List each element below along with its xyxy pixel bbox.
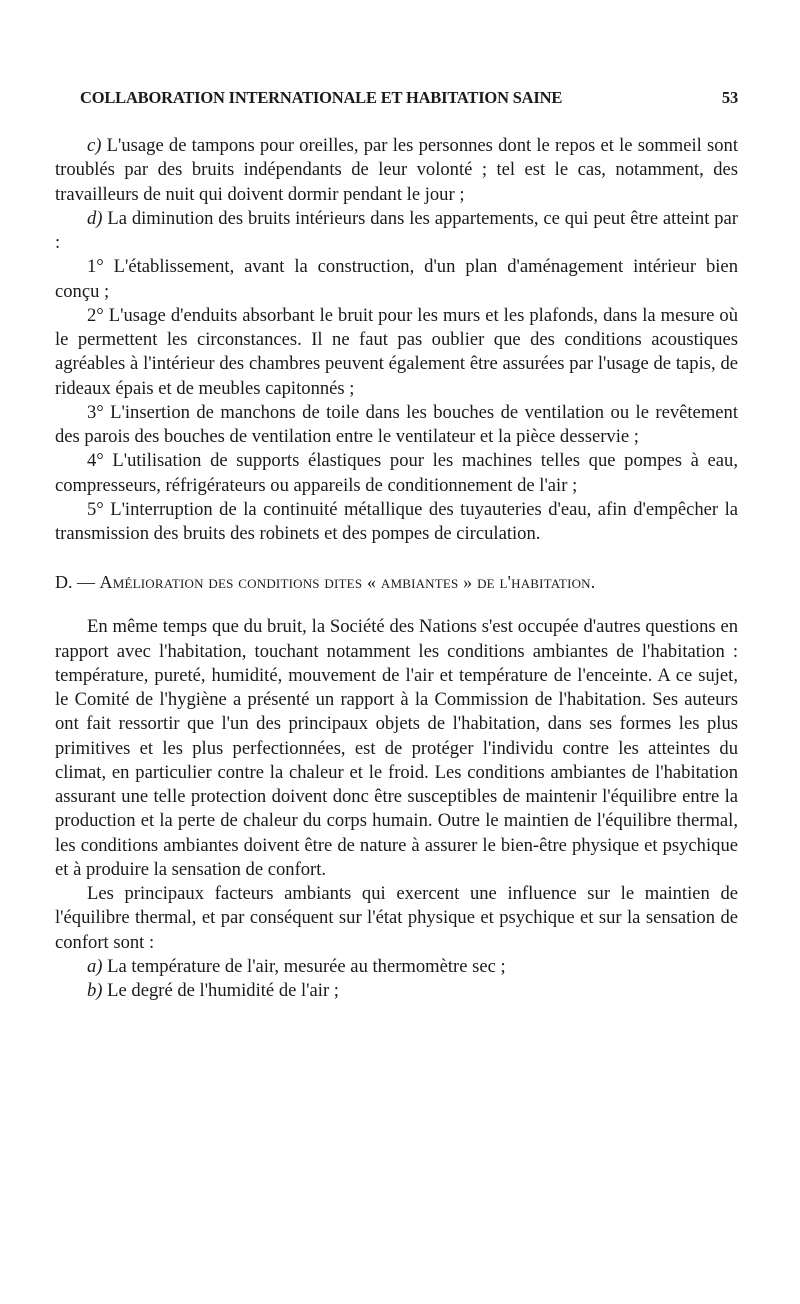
paragraph-text: Le degré de l'humidité de l'air ;	[102, 980, 339, 1001]
item-label: b)	[87, 980, 103, 1001]
paragraph-point-4	[55, 449, 738, 498]
item-label: c)	[87, 135, 102, 156]
paragraph-text: L'usage de tampons pour oreilles, par les personnes dont le repos et le sommeil sont troublés par des bruits indépendants de leur volonté ; tel est le cas, notamment, des travailleurs de nuit qui doivent dormir pendant le jour ;	[55, 135, 738, 205]
paragraph-text: En même temps que du bruit, la Société des Nations s'est occupée d'autres questions en rapport avec l'habitation, touchant notamment les conditions ambiantes de l'habitation : température, pureté, humidité, mouvement de l'air et température de l'enceinte. A ce sujet, le Comité de l'hygiène a présenté un rapport à la Commission de l'habitation. Ses auteurs ont fait ressortir que l'un des principaux objets de l'habitation, dans ses formes les plus primitives et les plus perfectionnées, est de protéger l'individu contre les atteintes du climat, en particulier contre la chaleur et le froid. Les conditions ambiantes de l'habitation assurant une telle protection doivent donc être susceptibles de maintenir l'équilibre entre la production et la perte de chaleur du corps humain. Outre le maintien de l'équilibre thermal, les conditions ambiantes doivent être de nature à assurer le bien-être physique et psychique et à produire la sensation de confort.	[55, 616, 738, 880]
section-heading	[55, 570, 738, 594]
paragraph-point-3	[55, 401, 738, 450]
running-head	[80, 88, 738, 112]
item-label: d)	[87, 207, 103, 229]
section-title: Amélioration des conditions dites « ambiantes » de l'habitation.	[99, 572, 596, 593]
running-head-title: COLLABORATION INTERNATIONALE ET HABITATION SAINE	[80, 88, 563, 107]
paragraph-text: 2° L'usage d'enduits absorbant le bruit pour les murs et les plafonds, dans la mesure où le permettent les circonstances. Il ne faut pas oublier que des conditions acoustiques agréables à l'intérieur des chambres peuvent également être assurées par l'usage de tapis, de rideaux épais et de meubles capitonnés ;	[55, 304, 738, 399]
document-page	[55, 88, 738, 1003]
paragraph-text: 5° L'interruption de la continuité métallique des tuyauteries d'eau, afin d'empêcher la transmission des bruits des robinets et des pompes de circulation.	[55, 498, 738, 544]
paragraph-text: 4° L'utilisation de supports élastiques pour les machines telles que pompes à eau, compresseurs, réfrigérateurs ou appareils de conditionnement de l'air ;	[55, 450, 738, 496]
body-before-section	[55, 134, 738, 546]
paragraph-text: La température de l'air, mesurée au thermomètre sec ;	[102, 955, 506, 977]
page-number: 53	[721, 88, 738, 107]
paragraph-text: Les principaux facteurs ambiants qui exercent une influence sur le maintien de l'équilibre thermal, et par conséquent sur l'état physique et psychique et sur la sensation de confort sont :	[55, 883, 738, 953]
paragraph-text: 1° L'établissement, avant la construction, d'un plan d'aménagement intérieur bien conçu ;	[55, 256, 738, 302]
paragraph-item-b	[55, 979, 738, 1003]
body-after-section	[55, 615, 738, 1003]
paragraph-point-5	[55, 498, 738, 547]
paragraph-item-c	[55, 134, 738, 207]
paragraph	[55, 882, 738, 955]
paragraph	[55, 615, 738, 882]
section-letter: D. —	[55, 572, 100, 593]
paragraph-item-a	[55, 955, 738, 979]
paragraph-text: 3° L'insertion de manchons de toile dans les bouches de ventilation ou le revêtement des parois des bouches de ventilation entre le ventilateur et la pièce desservie ;	[55, 401, 738, 447]
paragraph-point-1	[55, 255, 738, 304]
paragraph-point-2	[55, 304, 738, 401]
paragraph-text: La diminution des bruits intérieurs dans les appartements, ce qui peut être atteint par :	[55, 207, 738, 253]
paragraph-item-d	[55, 207, 738, 256]
item-label: a)	[87, 955, 103, 977]
